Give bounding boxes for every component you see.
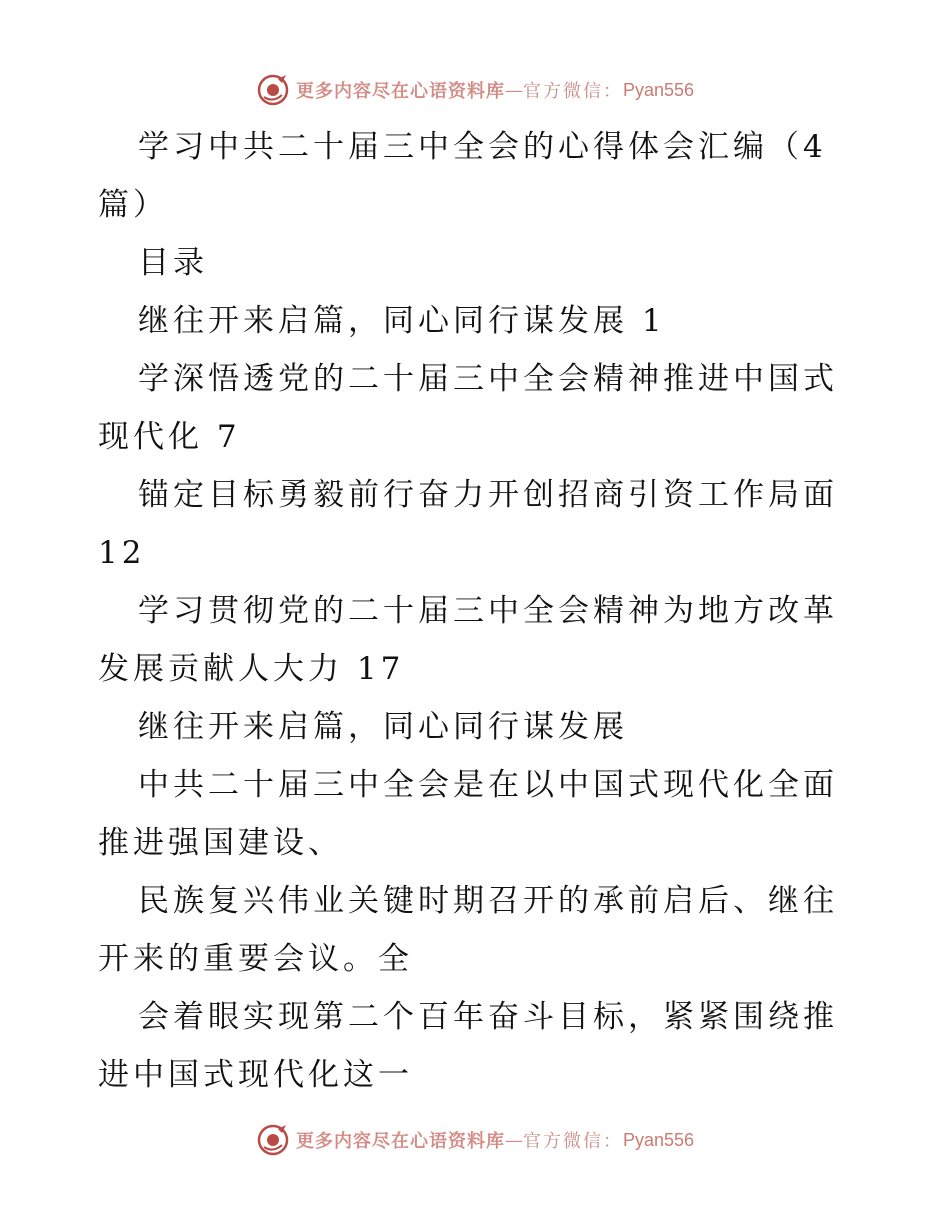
banner-dash: — bbox=[504, 1129, 523, 1151]
banner-main-text: 更多内容尽在心语资料库 bbox=[295, 1131, 505, 1152]
section-heading: 继往开来启篇，同心同行谋发展 bbox=[138, 709, 628, 745]
banner-wechat-label: 官方微信： bbox=[522, 81, 623, 102]
footer-watermark-banner bbox=[0, 1120, 950, 1160]
document-body bbox=[98, 118, 858, 1104]
toc-item: 学深悟透党的二十届三中全会精神推进中国式现代化 7 bbox=[98, 361, 838, 455]
body-paragraph: 中共二十届三中全会是在以中国式现代化全面推进强国建设、 bbox=[98, 767, 838, 861]
document-title: 学习中共二十届三中全会的心得体会汇编（4篇） bbox=[98, 129, 827, 223]
header-watermark-banner bbox=[0, 70, 950, 110]
brand-logo-icon bbox=[256, 73, 290, 107]
toc-item: 继往开来启篇，同心同行谋发展 1 bbox=[138, 303, 666, 339]
toc-item: 学习贯彻党的二十届三中全会精神为地方改革发展贡献人大力 17 bbox=[98, 593, 838, 687]
banner-wechat-id: Pyan556 bbox=[622, 1129, 695, 1150]
body-paragraph: 会着眼实现第二个百年奋斗目标，紧紧围绕推进中国式现代化这一 bbox=[98, 999, 838, 1093]
banner-wechat-id: Pyan556 bbox=[622, 79, 695, 100]
toc-heading: 目录 bbox=[138, 245, 208, 281]
banner-main-text: 更多内容尽在心语资料库 bbox=[295, 81, 505, 102]
banner-dash: — bbox=[504, 79, 523, 101]
brand-logo-icon bbox=[256, 1123, 290, 1157]
banner-wechat-label: 官方微信： bbox=[522, 1131, 623, 1152]
body-paragraph: 民族复兴伟业关键时期召开的承前启后、继往开来的重要会议。全 bbox=[98, 883, 838, 977]
toc-item: 锚定目标勇毅前行奋力开创招商引资工作局面12 bbox=[98, 477, 838, 571]
